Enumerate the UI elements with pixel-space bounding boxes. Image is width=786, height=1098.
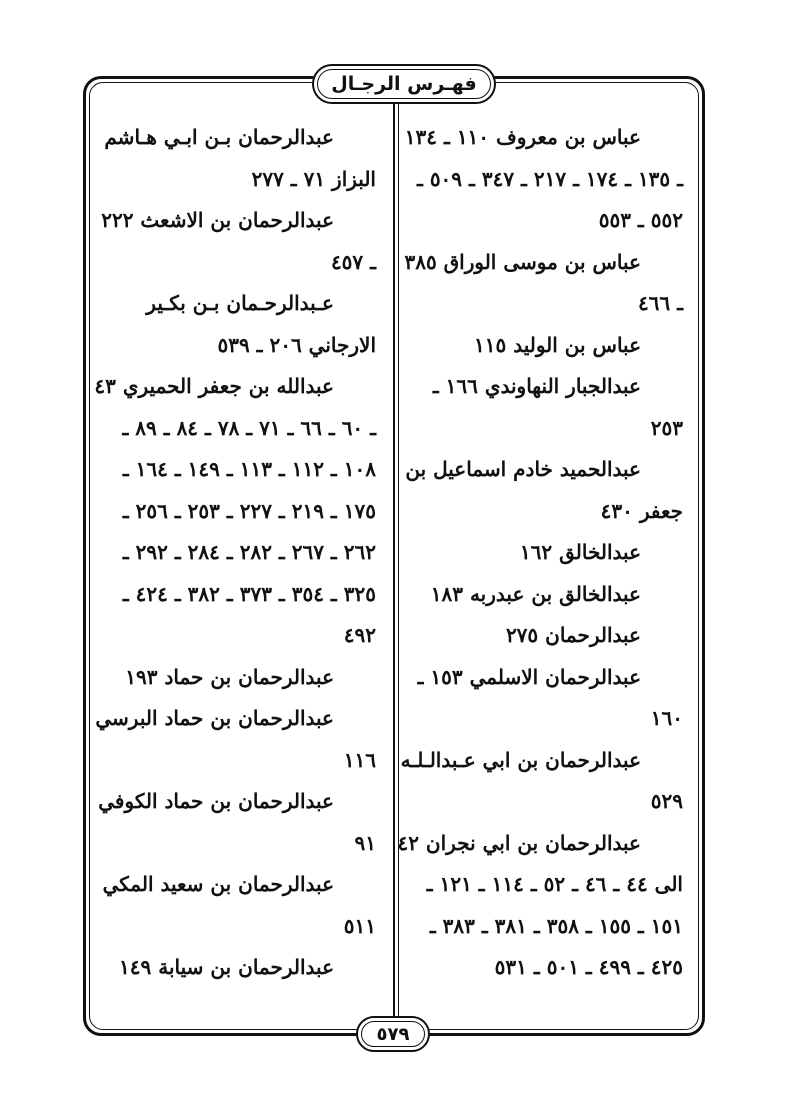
index-entry-line: ١١٦ (343, 747, 376, 772)
column-divider (393, 103, 395, 1020)
index-entry-line: عبدالخالق ١٦٢ (519, 540, 641, 564)
index-entry-line: عبدالرحمان بن ابي عـبدالـلـه (400, 747, 641, 772)
index-entry-line: عباس بن معروف ١١٠ ـ ١٣٤ (404, 125, 641, 149)
index-entry-line: عبدالخالق بن عبدربه ١٨٣ (430, 581, 641, 606)
index-entry-line: عبدالرحمان بن الاشعث ٢٢٢ (101, 208, 334, 232)
index-entry-line: عبدالرحمان بن سعيد المكي (102, 872, 334, 896)
index-entry-line: البزاز ٧١ ـ ٢٧٧ (251, 166, 376, 191)
index-entry-line: ٥٢٩ (650, 789, 683, 813)
index-entry-line: ١٦٠ (650, 706, 683, 730)
index-entry-line: عبدالرحمان ٢٧٥ (505, 623, 641, 647)
index-entry-line: ٢٦٢ ـ ٢٦٧ ـ ٢٨٢ ـ ٢٨٤ ـ ٢٩٢ ـ (122, 540, 376, 564)
index-entry-line: ٣٢٥ ـ ٣٥٤ ـ ٣٧٣ ـ ٣٨٢ ـ ٤٢٤ ـ (122, 581, 376, 606)
index-entry-line: عبدالرحمان بـن ابـي هـاشم (104, 125, 334, 149)
page-header-title (312, 64, 496, 104)
index-entry-line: ٥١١ (343, 913, 376, 938)
index-entry-line: ١٠٨ ـ ١١٢ ـ ١١٣ ـ ١٤٩ ـ ١٦٤ ـ (122, 457, 376, 481)
index-column-right (397, 117, 683, 989)
index-entry-line: ٤٢٥ ـ ٤٩٩ ـ ٥٠١ ـ ٥٣١ (494, 955, 683, 979)
index-entry-line: عبدالرحمان بن حماد ١٩٣ (125, 664, 334, 689)
index-entry-line: عبدالرحمان الاسلمي ١٥٣ ـ (417, 664, 641, 689)
index-entry-line: ـ ٤٥٧ (330, 249, 376, 274)
index-entry-line: ١٧٥ ـ ٢١٩ ـ ٢٢٧ ـ ٢٥٣ ـ ٢٥٦ ـ (122, 498, 376, 523)
index-entry-line: عبدالرحمان بن حماد البرسي (95, 706, 334, 730)
page-number (356, 1016, 430, 1052)
page-number-text: ٥٧٩ (376, 1023, 410, 1045)
index-entry-line: الى ٤٤ ـ ٤٦ ـ ٥٢ ـ ١١٤ ـ ١٢١ ـ (426, 872, 683, 896)
index-column-left (94, 117, 376, 989)
index-entry-line: عـبدالرحـمان بـن بكـير (146, 291, 334, 315)
index-entry-line: عبدالرحمان بن حماد الكوفي (98, 789, 334, 813)
index-entry-line: عبدالرحمان بن سيابة ١٤٩ (119, 955, 334, 979)
index-entry-line: عبدالرحمان بن ابي نجران ٤٢ (397, 830, 641, 855)
index-entry-line: عبدالجبار النهاوندي ١٦٦ ـ (432, 374, 641, 398)
index-entry-line: ـ ٦٠ ـ ٦٦ ـ ٧١ ـ ٧٨ ـ ٨٤ ـ ٨٩ ـ (122, 415, 376, 440)
index-entry-line: ١٥١ ـ ١٥٥ ـ ٣٥٨ ـ ٣٨١ ـ ٣٨٣ ـ (429, 913, 683, 938)
index-entry-line: جعفر ٤٣٠ (600, 498, 683, 523)
index-entry-line: ٩١ (354, 830, 376, 855)
index-entry-line: عبدالله بن جعفر الحميري ٤٣ (94, 374, 334, 398)
header-title-text: فهـرس الرجـال (331, 73, 477, 95)
index-entry-line: ٢٥٣ (650, 415, 683, 440)
index-entry-line: الارجاني ٢٠٦ ـ ٥٣٩ (217, 332, 376, 357)
index-entry-line: ـ ١٣٥ ـ ١٧٤ ـ ٢١٧ ـ ٣٤٧ ـ ٥٠٩ ـ (416, 166, 683, 191)
index-entry-line: عباس بن الوليد ١١٥ (474, 332, 641, 357)
index-entry-line: ٥٥٢ ـ ٥٥٣ (598, 208, 683, 232)
index-entry-line: ٤٩٢ (343, 623, 376, 647)
index-entry-line: عباس بن موسى الوراق ٣٨٥ (404, 249, 641, 274)
index-entry-line: عبدالحميد خادم اسماعيل بن (405, 457, 641, 481)
index-entry-line: ـ ٤٦٦ (637, 291, 683, 315)
